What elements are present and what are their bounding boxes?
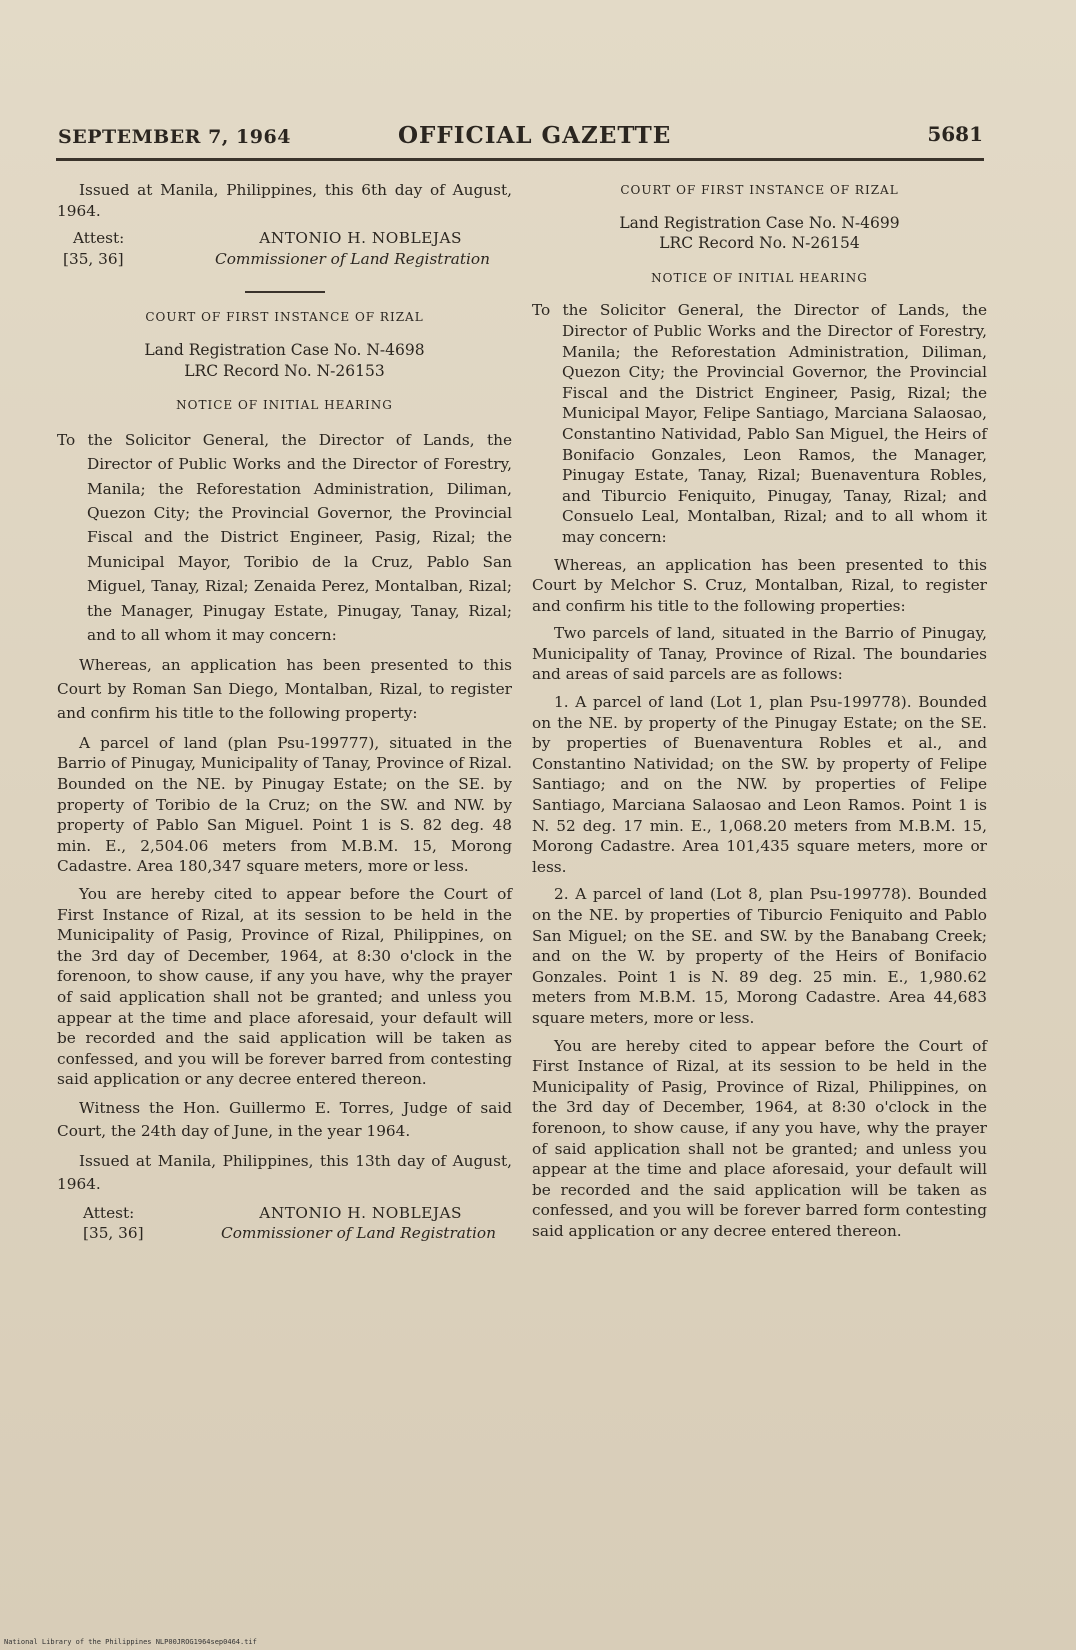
page-number: 5681 <box>927 122 983 146</box>
attest-line <box>57 1203 512 1224</box>
attest-label: Attest: <box>83 1203 135 1222</box>
commissioner-title: Commissioner of Land Registration <box>214 249 490 268</box>
addressee-paragraph: To the Solicitor General, the Director of Lands, the Director of Public Works and the Director of Forestry, Manila; the Reforestation Administration, Diliman, Quezon City; the Provincial Governor, the Provincial Fiscal and the District Engineer, Pasig, Rizal; the Municipal Mayor, Toribio de la Cruz, Pablo San Miguel, Tanay, Rizal; Zenaida Perez, Montalban, Rizal; the Manager, Pinugay Estate, Pinugay, Tanay, Rizal; and to all whom it may concern: <box>57 430 512 644</box>
header-title: OFFICIAL GAZETTE <box>398 122 672 149</box>
attest-title-line <box>57 1223 512 1244</box>
commissioner-name: ANTONIO H. NOBLEJAS <box>259 1203 462 1222</box>
parcel-one-description: 1. A parcel of land (Lot 1, plan Psu-199778). Bounded on the NE. by property of the Pinugay Estate; on the SE. by properties of Buenaventura Robles et al., and Constantino Natividad; on the SW. by property of Felipe Santiago; and on the NW. by properties of Felipe Santiago, Marciana Salaosao and Leon Ramos. Point 1 is N. 52 deg. 17 min. E., 1,068.20 meters from M.B.M. 15, Morong Cadastre. Area 101,435 square meters, more or less. <box>532 693 987 876</box>
addressee-paragraph: To the Solicitor General, the Director of Lands, the Director of Public Works and the Director of Forestry, Manila; the Reforestation Administration, Diliman, Quezon City; the Provincial Governor, the Provincial Fiscal and the District Engineer, Pasig, Rizal; the Municipal Mayor, Felipe Santiago, Marciana Salaosao, Constantino Natividad, Pablo San Miguel, the Heirs of Bonifacio Gonzales, Leon Ramos, the Manager, Pinugay Estate, Tanay, Rizal; Buenaventura Robles, and Tiburcio Feniquito, Pinugay, Tanay, Rizal; and Consuelo Leal, Montalban, Rizal; and to all whom it may concern: <box>532 301 987 546</box>
scan-footer: National Library of the Philippines NLP00JROG1964sep0464.tif <box>4 1638 257 1646</box>
notice-heading: NOTICE OF INITIAL HEARING <box>176 398 393 413</box>
witness-paragraph: Witness the Hon. Guillermo E. Torres, Judge of said Court, the 24th day of June, in the year 1964. <box>57 1098 512 1140</box>
commissioner-name: ANTONIO H. NOBLEJAS <box>259 229 462 248</box>
court-heading: COURT OF FIRST INSTANCE OF RIZAL <box>620 183 899 197</box>
left-column <box>57 180 512 1244</box>
notice-heading: NOTICE OF INITIAL HEARING <box>651 270 868 285</box>
attest-label: Attest: <box>73 229 125 248</box>
lrc-record-number: LRC Record No. N-26154 <box>659 234 860 253</box>
court-heading: COURT OF FIRST INSTANCE OF RIZAL <box>145 310 424 325</box>
attest-line <box>57 228 512 249</box>
parcels-intro: Two parcels of land, situated in the Barrio of Pinugay, Municipality of Tanay, Province of Rizal. The boundaries and areas of said parcels are as follows: <box>532 624 987 684</box>
header-rule <box>56 158 984 161</box>
case-number: Land Registration Case No. N-4698 <box>144 340 425 359</box>
citation-paragraph: You are hereby cited to appear before the Court of First Instance of Rizal, at its session to be held in the Municipality of Pasig, Province of Rizal, Philippines, on the 3rd day of December, 1964, at 8:30 o'clock in the forenoon, to show cause, if any you have, why the prayer of said application shall not be granted; and unless you appear at the time and place aforesaid, your default will be recorded and the said application will be taken as confessed, and you will be forever barred from contesting said application or any decree entered thereon. <box>57 884 512 1089</box>
right-column <box>532 180 987 1249</box>
lrc-record-number: LRC Record No. N-26153 <box>184 361 385 380</box>
commissioner-title: Commissioner of Land Registration <box>220 1224 496 1243</box>
whereas-paragraph: Whereas, an application has been presented to this Court by Melchor S. Cruz, Montalban, Rizal, to register and confirm his title to the following properties: <box>532 555 987 615</box>
page-header <box>58 122 983 152</box>
whereas-paragraph: Whereas, an application has been presented to this Court by Roman San Diego, Montalban, Rizal, to register and confirm his title to the following property: <box>57 656 512 722</box>
reference-number: [35, 36] <box>83 1224 144 1243</box>
attest-title-line <box>57 249 512 270</box>
header-date: SEPTEMBER 7, 1964 <box>58 126 291 148</box>
citation-paragraph: You are hereby cited to appear before the Court of First Instance of Rizal, at its session to be held in the Municipality of Pasig, Province of Rizal, Philippines, on the 3rd day of December, 1964, at 8:30 o'clock in the forenoon, to show cause, if any you have, why the prayer of said application shall not be granted; and unless you appear at the time and place aforesaid, your default will be recorded and the said application will be taken as confessed, and you will be forever barred form contesting said application or any decree entered thereon. <box>532 1036 987 1240</box>
parcel-two-description: 2. A parcel of land (Lot 8, plan Psu-199778). Bounded on the NE. by properties of Tiburcio Feniquito and Pablo San Miguel; on the SE. and SW. by the Banabang Creek; and on the W. by property of the Heirs of Bonifacio Gonzales. Point 1 is N. 89 deg. 25 min. E., 1,980.62 meters from M.B.M. 15, Morong Cadastre. Area 44,683 square meters, more or less. <box>532 885 987 1027</box>
parcel-description: A parcel of land (plan Psu-199777), situated in the Barrio of Pinugay, Municipality of Tanay, Province of Rizal. Bounded on the NE. by Pinugay Estate; on the SE. by property of Toribio de la Cruz; on the SW. and NW. by property of Pablo San Miguel. Point 1 is S. 82 deg. 48 min. E., 2,504.06 meters from M.B.M. 15, Morong Cadastre. Area 180,347 square meters, more or less. <box>57 733 512 876</box>
reference-number: [35, 36] <box>63 249 124 268</box>
notice-divider <box>245 291 325 293</box>
issued-statement: Issued at Manila, Philippines, this 6th day of August, 1964. <box>57 181 512 220</box>
issued-statement: Issued at Manila, Philippines, this 13th day of August, 1964. <box>57 1151 512 1193</box>
case-number: Land Registration Case No. N-4699 <box>619 213 900 232</box>
